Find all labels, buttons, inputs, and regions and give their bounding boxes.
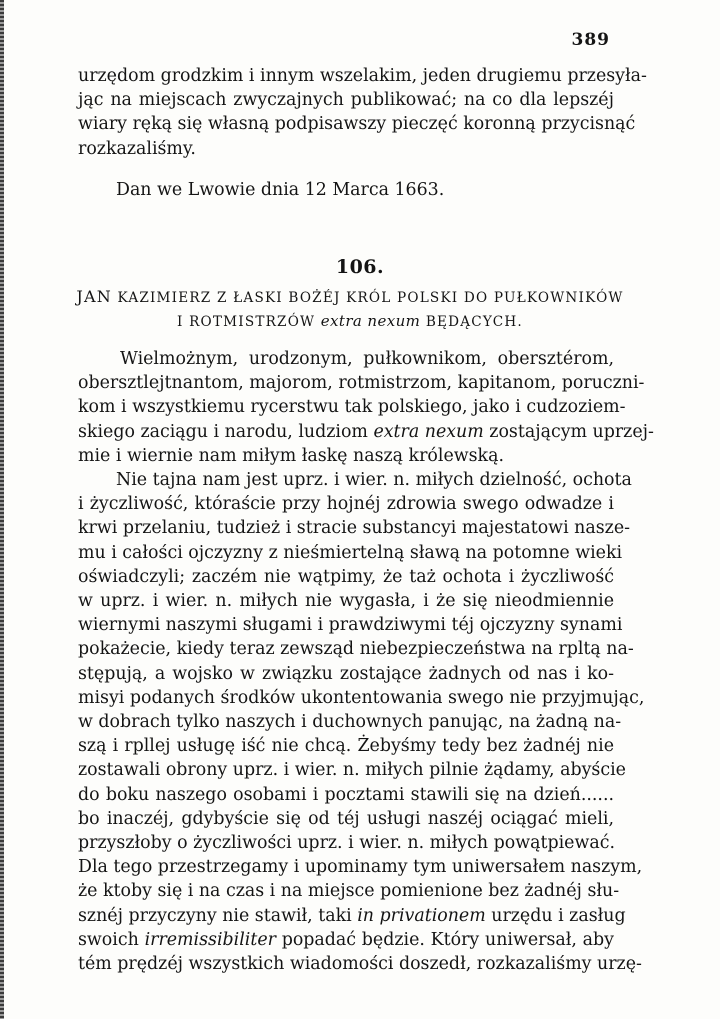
text-line: rozkazaliśmy. xyxy=(78,138,196,159)
document-heading-line-2 xyxy=(70,309,630,334)
text-line: urzędom grodzkim i innym wszelakim, jeden drugiemu przesyła- xyxy=(78,66,647,86)
text-line: przyszłoby o życzliwości uprz. i wier. n. miłych powątpiewać. xyxy=(78,833,615,854)
page-number: 389 xyxy=(571,30,610,50)
document-number: 106. xyxy=(335,256,385,278)
text-line: stępują, a wojsko w związku zostające żadnych od nas i ko- xyxy=(78,663,614,684)
text-line: Dla tego przestrzegamy i upominamy tym uniwersałem naszym, xyxy=(78,857,643,878)
text-span: sznéj przyczyny nie stawił, taki xyxy=(78,905,352,926)
italic-text: irremissibiliter xyxy=(144,929,276,950)
text-line xyxy=(78,420,654,444)
body-text xyxy=(78,347,654,976)
text-span: popadać będzie. Który uniwersał, aby xyxy=(281,929,614,950)
page-spine-edge xyxy=(0,0,4,1019)
text-line: mu i całości ojczyzny z nieśmiertelną sławą na potomne wieki xyxy=(78,542,623,563)
intro-paragraph xyxy=(78,64,647,161)
text-line: Wielmożnym, urodzonym, pułkownikom, obersztérom, xyxy=(120,349,614,369)
text-line: mie i wiernie nam miłym łaskę naszą królewską. xyxy=(78,445,504,466)
heading-italic-text: extra nexum xyxy=(320,312,421,330)
heading-text: KAZIMIERZ Z ŁASKI BOŻÉJ KRÓL POLSKI DO PUŁKOWNIKÓW xyxy=(117,290,624,306)
italic-text: extra nexum xyxy=(373,421,484,442)
text-line: krwi przelaniu, tudzież i stracie substancyi majestatowi nasze- xyxy=(78,518,630,539)
text-line: jąc na miejscach zwyczajnych publikować; na co dla lepszéj xyxy=(78,90,614,111)
text-line: tém prędzéj wszystkich wiadomości doszedł, rozkazaliśmy urzę- xyxy=(78,954,642,975)
text-span: skiego zaciągu i narodu, ludziom xyxy=(78,421,368,442)
text-line: wiernymi naszymi sługami i prawdziwymi téj ojczyzny synami xyxy=(78,615,623,636)
text-line: do boku naszego osobami i pocztami stawili się na dzień...... xyxy=(78,784,614,805)
text-line: pokażecie, kiedy teraz zewsząd niebezpieczeństwa na rpltą na- xyxy=(78,639,634,660)
heading-text: I ROTMISTRZÓW xyxy=(177,314,316,330)
dated-line: Dan we Lwowie dnia 12 Marca 1663. xyxy=(116,180,445,200)
text-line: szą i rpllej usługę iść nie chcą. Żebyśmy tedy bez żadnéj nie xyxy=(78,736,614,757)
text-line: Nie tajna nam jest uprz. i wier. n. miłych dzielność, ochota xyxy=(116,470,632,491)
text-span: zostającym uprzej- xyxy=(489,421,654,442)
text-line: misyi podanych środków ukontentowania swego nie przyjmując, xyxy=(78,687,645,708)
text-line xyxy=(78,928,614,952)
heading-text: BĘDĄCYCH. xyxy=(425,314,523,330)
text-line xyxy=(78,904,626,928)
text-line: obersztlejtnantom, majorom, rotmistrzom, kapitanom, porucznі- xyxy=(78,373,645,394)
text-line: zostawali obrony uprz. i wier. n. miłych pilnie żądamy, abyście xyxy=(78,760,626,781)
document-heading-line-1 xyxy=(70,285,630,310)
text-line: w dobrach tylko naszych i duchownych panując, na żadną na- xyxy=(78,712,622,733)
text-span: urzędu i zasług xyxy=(491,905,626,926)
text-line: i życzliwość, któraście przy hojnéj zdrowia swego odwadze i xyxy=(78,494,614,515)
text-line: kom i wszystkiemu rycerstwu tak polskiego, jako i cudzoziem- xyxy=(78,397,626,418)
italic-text: in privationem xyxy=(357,905,486,926)
text-line: oświadczyli; zaczém nie wątpimy, że taż ochota i życzliwość xyxy=(78,566,614,587)
text-line: bo inaczéj, gdybyście się od téj usługi naszéj ociągać mieli, xyxy=(78,808,614,829)
text-line: że ktoby się i na czas i na miejsce pomienione bez żadnéj słu- xyxy=(78,881,620,902)
text-line: wiary ręką się własną podpisawszy pieczęć koronną przycisnąć xyxy=(78,114,636,135)
text-line: w uprz. i wier. n. miłych nie wygasła, i że się nieodmiennie xyxy=(78,591,614,612)
heading-word: JAN xyxy=(76,287,112,306)
text-span: swoich xyxy=(78,929,139,950)
